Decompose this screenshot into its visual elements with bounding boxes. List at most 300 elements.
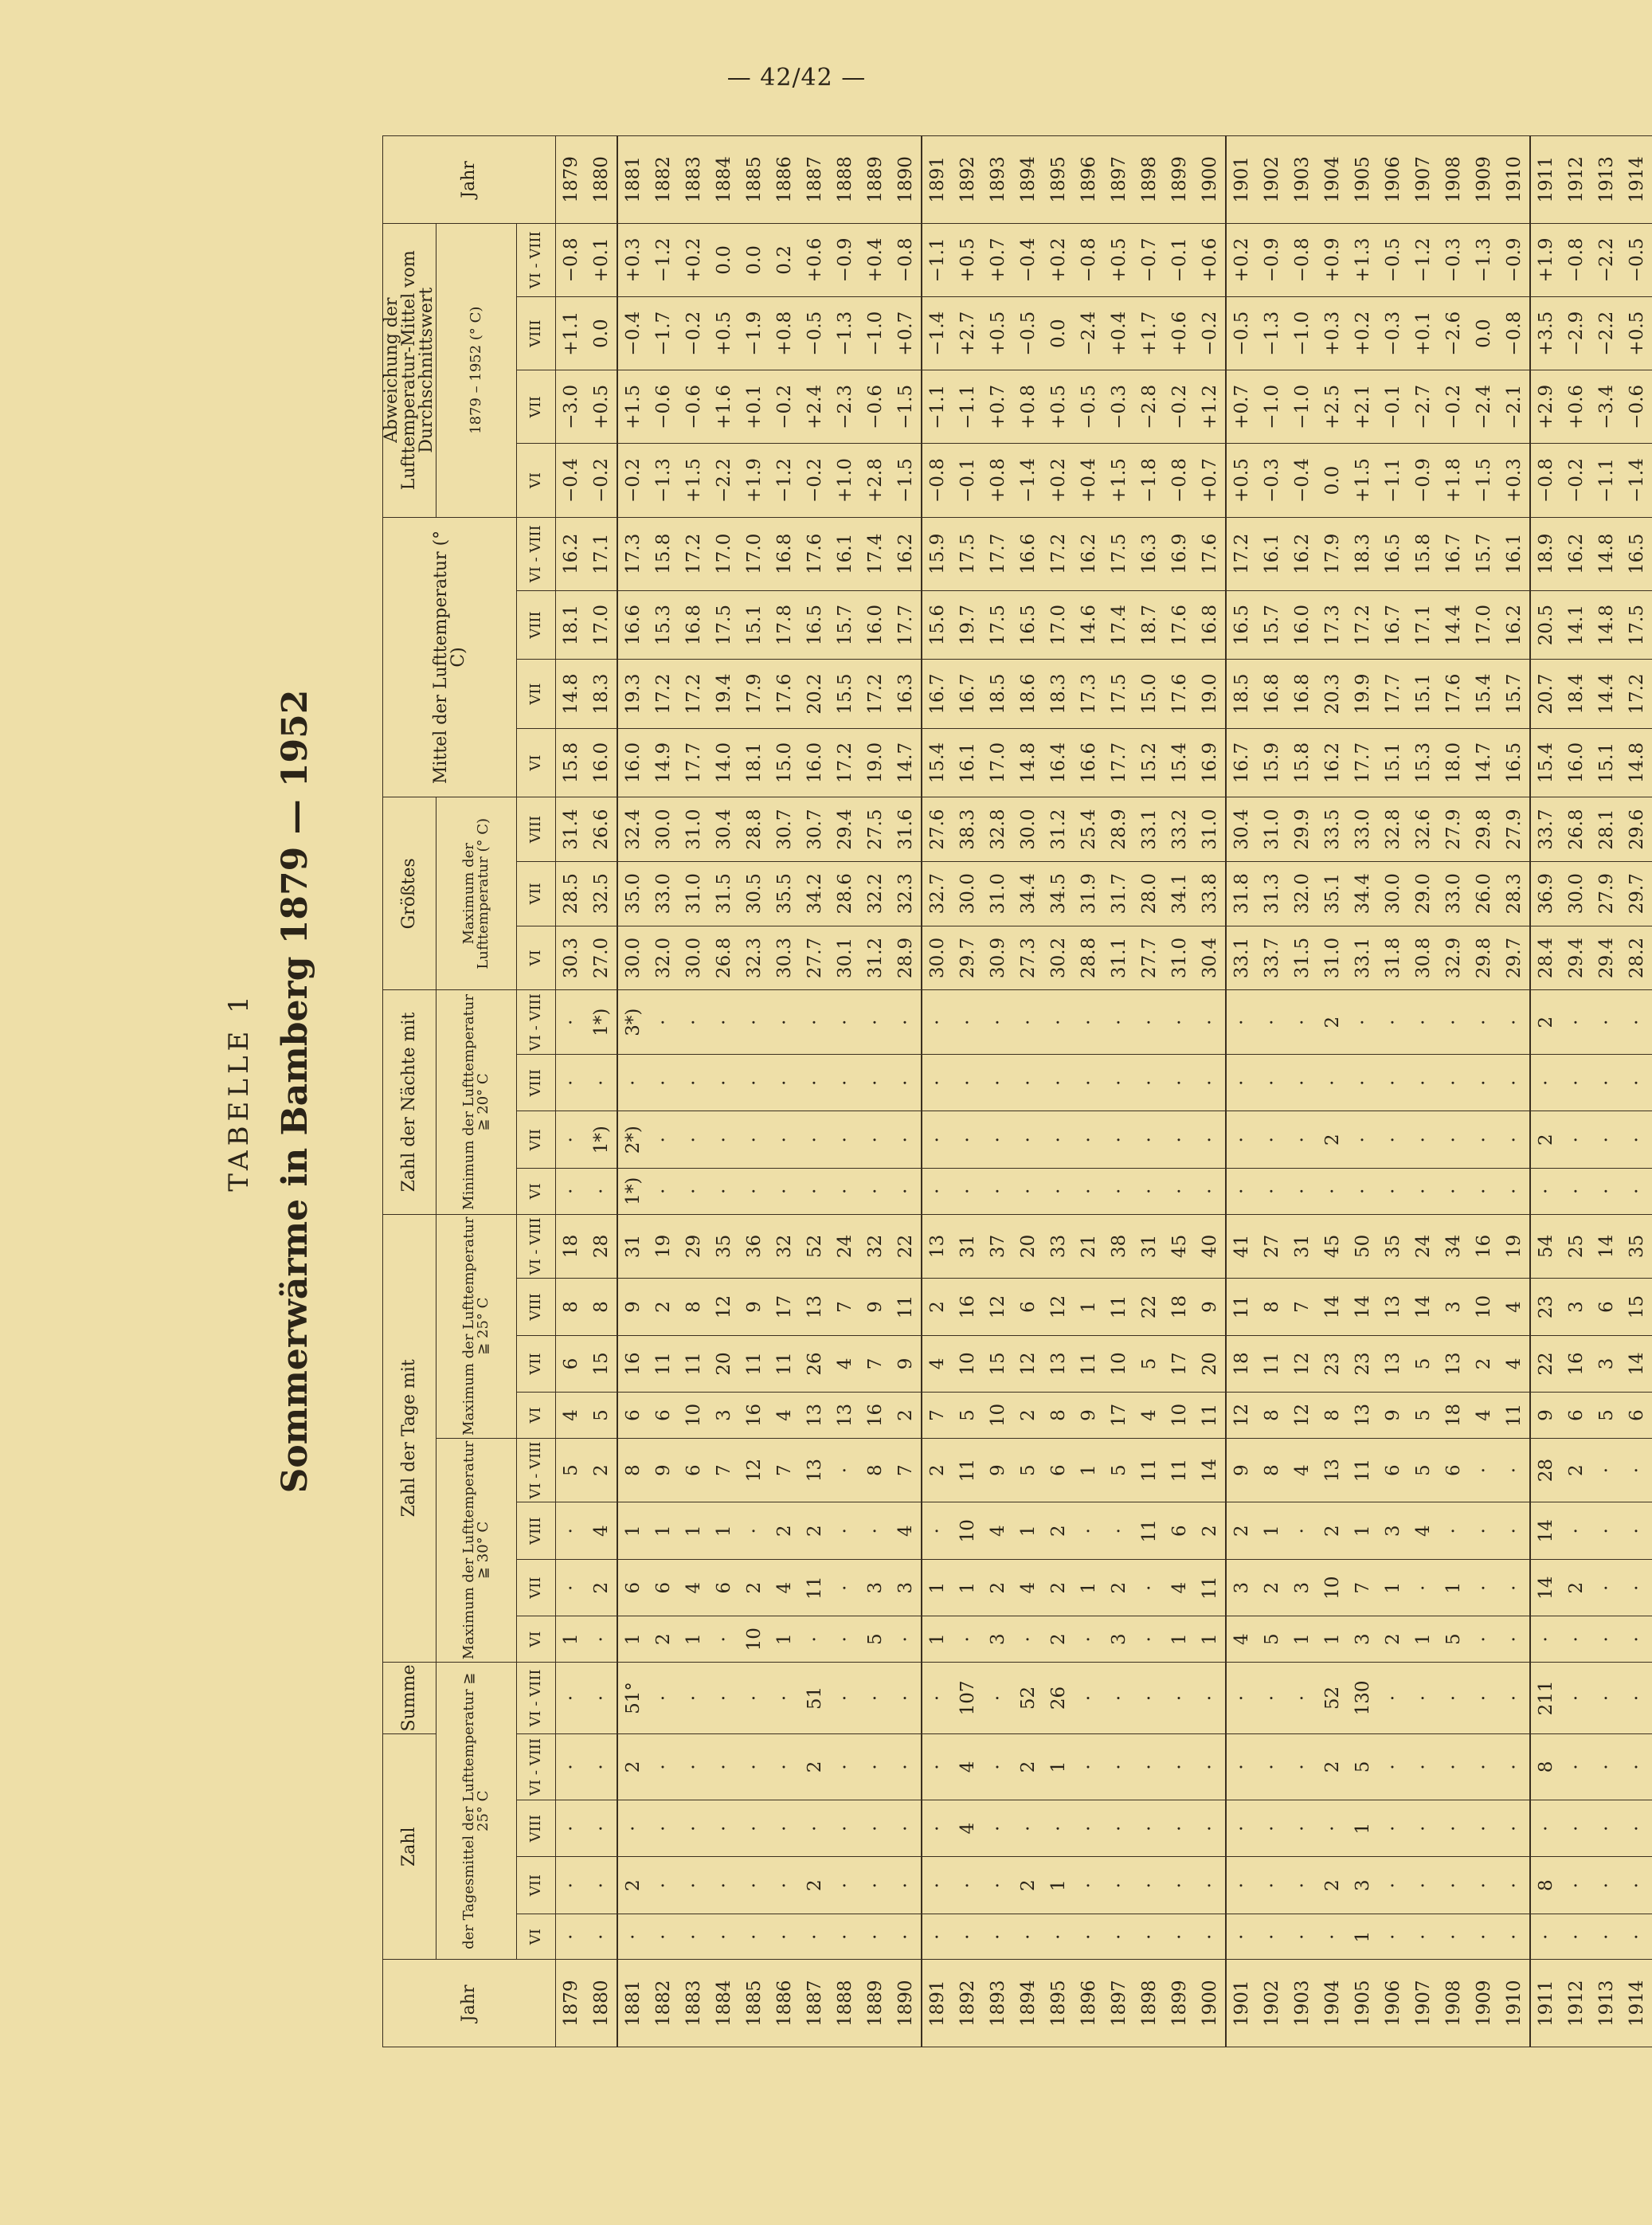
- table-row: [1074, 136, 1104, 2047]
- value-cell: +1.5: [679, 444, 709, 517]
- value-cell: −1.3: [648, 444, 679, 517]
- value-cell: −1.5: [891, 444, 922, 517]
- value-cell: 25: [1561, 1214, 1591, 1279]
- value-cell: 37: [983, 1214, 1013, 1279]
- value-cell: 7: [709, 1438, 739, 1502]
- value-cell: −0.6: [648, 370, 679, 444]
- value-cell: 1: [556, 1616, 587, 1663]
- value-cell: 16.7: [1439, 517, 1469, 590]
- col-zahl-sub: der Tagesmittel der Lufttemperatur ≧ 25° C: [436, 1663, 517, 1960]
- value-cell: ·: [1226, 990, 1257, 1055]
- value-cell: 0.0: [739, 223, 769, 296]
- value-cell: ·: [1074, 1733, 1104, 1800]
- year-cell: 1883: [679, 1960, 709, 2047]
- value-cell: 18.5: [1226, 660, 1257, 728]
- year-cell: 1885: [739, 1960, 769, 2047]
- value-cell: +1.5: [1348, 444, 1378, 517]
- value-cell: ·: [953, 1168, 983, 1214]
- value-cell: ·: [648, 1111, 679, 1168]
- value-cell: ·: [1622, 1663, 1652, 1734]
- value-cell: 27.0: [586, 926, 617, 990]
- value-cell: +0.8: [1013, 370, 1043, 444]
- value-cell: 4: [1226, 1616, 1257, 1663]
- value-cell: 14: [1408, 1279, 1439, 1335]
- value-cell: ·: [830, 1733, 860, 1800]
- value-cell: 2: [922, 1279, 953, 1335]
- year-cell-right: 1906: [1378, 136, 1408, 224]
- value-cell: 33.1: [1348, 926, 1378, 990]
- value-cell: ·: [1134, 1616, 1165, 1663]
- value-cell: +1.6: [709, 370, 739, 444]
- value-cell: 33: [1043, 1214, 1074, 1279]
- value-cell: 4: [769, 1393, 800, 1439]
- value-cell: ·: [830, 1438, 860, 1502]
- value-cell: 16.8: [769, 517, 800, 590]
- value-cell: 0.0: [1469, 297, 1499, 370]
- table-row: [648, 136, 679, 2047]
- value-cell: +0.6: [1195, 223, 1226, 296]
- value-cell: 8: [1530, 1857, 1561, 1914]
- year-cell-right: 1909: [1469, 136, 1499, 224]
- value-cell: 6: [648, 1393, 679, 1439]
- year-cell: 1914: [1622, 1960, 1652, 2047]
- table-row: [1408, 136, 1439, 2047]
- value-cell: 16.6: [1074, 728, 1104, 797]
- value-cell: 2: [1561, 1559, 1591, 1616]
- value-cell: 17.1: [586, 517, 617, 590]
- value-cell: 0.0: [586, 297, 617, 370]
- value-cell: 16: [860, 1393, 891, 1439]
- value-cell: ·: [679, 1111, 709, 1168]
- value-cell: 2: [1043, 1559, 1074, 1616]
- value-cell: 15.2: [1134, 728, 1165, 797]
- value-cell: +0.2: [679, 223, 709, 296]
- value-cell: ·: [1195, 1914, 1226, 1960]
- value-cell: −1.0: [1257, 370, 1287, 444]
- value-cell: ·: [1561, 1616, 1591, 1663]
- table-body: [556, 136, 1652, 2047]
- value-cell: ·: [922, 1914, 953, 1960]
- value-cell: 4: [1469, 1393, 1499, 1439]
- value-cell: 2: [1317, 990, 1348, 1055]
- year-cell-right: 1887: [800, 136, 830, 224]
- value-cell: −2.1: [1499, 370, 1530, 444]
- value-cell: ·: [1074, 1663, 1104, 1734]
- value-cell: ·: [830, 1502, 860, 1559]
- value-cell: 27.7: [800, 926, 830, 990]
- value-cell: 13: [1378, 1279, 1408, 1335]
- value-cell: 5: [1013, 1438, 1043, 1502]
- value-cell: 6: [1591, 1279, 1622, 1335]
- value-cell: 15.4: [1530, 728, 1561, 797]
- value-cell: 28: [586, 1214, 617, 1279]
- value-cell: 2: [1561, 1438, 1591, 1502]
- value-cell: ·: [1226, 1733, 1257, 1800]
- value-cell: 32.2: [860, 861, 891, 926]
- value-cell: ·: [556, 990, 587, 1055]
- value-cell: ·: [1165, 1800, 1195, 1856]
- value-cell: −0.4: [1287, 444, 1317, 517]
- value-cell: 14.7: [891, 728, 922, 797]
- value-cell: 30.9: [983, 926, 1013, 990]
- value-cell: ·: [1378, 990, 1408, 1055]
- value-cell: ·: [1226, 1055, 1257, 1111]
- year-cell: 1886: [769, 1960, 800, 2047]
- value-cell: 1: [679, 1502, 709, 1559]
- value-cell: −1.1: [1591, 444, 1622, 517]
- value-cell: 29.8: [1469, 797, 1499, 862]
- value-cell: −1.3: [830, 297, 860, 370]
- value-cell: 3: [891, 1559, 922, 1616]
- value-cell: 3: [860, 1559, 891, 1616]
- value-cell: ·: [1591, 1438, 1622, 1502]
- value-cell: 1: [769, 1616, 800, 1663]
- value-cell: −2.7: [1408, 370, 1439, 444]
- value-cell: ·: [1469, 1800, 1499, 1856]
- value-cell: ·: [709, 1111, 739, 1168]
- value-cell: 25.4: [1074, 797, 1104, 862]
- table-row: [1348, 136, 1378, 2047]
- value-cell: 19.7: [953, 590, 983, 659]
- value-cell: 11: [1195, 1393, 1226, 1439]
- value-cell: 8: [1317, 1393, 1348, 1439]
- value-cell: +0.6: [1165, 297, 1195, 370]
- value-cell: ·: [1561, 1055, 1591, 1111]
- value-cell: 19.4: [709, 660, 739, 728]
- value-cell: 18: [1165, 1279, 1195, 1335]
- value-cell: ·: [1348, 1055, 1378, 1111]
- value-cell: ·: [769, 1733, 800, 1800]
- value-cell: −1.9: [739, 297, 769, 370]
- value-cell: 16.6: [617, 590, 648, 659]
- value-cell: +1.3: [1348, 223, 1378, 296]
- value-cell: 14.6: [1074, 590, 1104, 659]
- col-mittel: Mittel der Lufttemperatur (° C): [383, 517, 517, 797]
- value-cell: 27.7: [1134, 926, 1165, 990]
- value-cell: 3: [1439, 1279, 1469, 1335]
- value-cell: −0.2: [1439, 370, 1469, 444]
- value-cell: 14.8: [556, 660, 587, 728]
- value-cell: 31.0: [983, 861, 1013, 926]
- value-cell: 2: [1013, 1393, 1043, 1439]
- value-cell: ·: [1469, 1663, 1499, 1734]
- value-cell: 16.0: [1287, 590, 1317, 659]
- value-cell: ·: [1013, 1168, 1043, 1214]
- value-cell: +0.7: [891, 297, 922, 370]
- table-heading: [183, 96, 382, 2087]
- value-cell: ·: [1226, 1914, 1257, 1960]
- value-cell: ·: [983, 1111, 1013, 1168]
- value-cell: 16.7: [1226, 728, 1257, 797]
- value-cell: 30.0: [617, 926, 648, 990]
- value-cell: 17.6: [1165, 660, 1195, 728]
- value-cell: 18.5: [983, 660, 1013, 728]
- value-cell: 16.1: [830, 517, 860, 590]
- value-cell: 22: [1134, 1279, 1165, 1335]
- value-cell: ·: [1043, 1168, 1074, 1214]
- value-cell: ·: [891, 1055, 922, 1111]
- year-cell: 1899: [1165, 1960, 1195, 2047]
- year-cell-right: 1914: [1622, 136, 1652, 224]
- value-cell: ·: [1530, 1168, 1561, 1214]
- value-cell: +0.1: [739, 370, 769, 444]
- value-cell: 11: [1134, 1438, 1165, 1502]
- value-cell: 6: [1165, 1502, 1195, 1559]
- col-jahr: Jahr: [383, 1960, 556, 2047]
- year-cell: 1901: [1226, 1960, 1257, 2047]
- value-cell: ·: [1499, 990, 1530, 1055]
- value-cell: ·: [1378, 1800, 1408, 1856]
- table-row: [1257, 136, 1287, 2047]
- value-cell: 30.4: [1226, 797, 1257, 862]
- value-cell: ·: [1378, 1857, 1408, 1914]
- value-cell: 16.5: [1226, 590, 1257, 659]
- value-cell: 30.3: [556, 926, 587, 990]
- value-cell: ·: [1561, 1733, 1591, 1800]
- value-cell: 15.5: [830, 660, 860, 728]
- value-cell: −0.2: [617, 444, 648, 517]
- table-row: [983, 136, 1013, 2047]
- value-cell: 31.5: [709, 861, 739, 926]
- value-cell: ·: [1469, 1857, 1499, 1914]
- value-cell: 27.9: [1499, 797, 1530, 862]
- value-cell: +0.7: [983, 223, 1013, 296]
- value-cell: 10: [983, 1393, 1013, 1439]
- value-cell: ·: [1165, 1168, 1195, 1214]
- value-cell: ·: [679, 990, 709, 1055]
- value-cell: ·: [1591, 1111, 1622, 1168]
- value-cell: 26.8: [709, 926, 739, 990]
- value-cell: 15.7: [830, 590, 860, 659]
- year-cell-right: 1886: [769, 136, 800, 224]
- value-cell: ·: [1257, 1733, 1287, 1800]
- value-cell: +0.4: [860, 223, 891, 296]
- value-cell: ·: [922, 990, 953, 1055]
- value-cell: ·: [1287, 1800, 1317, 1856]
- value-cell: 14.8: [1013, 728, 1043, 797]
- year-cell-right: 1900: [1195, 136, 1226, 224]
- value-cell: ·: [1195, 1800, 1226, 1856]
- value-cell: 35: [1378, 1214, 1408, 1279]
- value-cell: 23: [1530, 1279, 1561, 1335]
- value-cell: ·: [1469, 1914, 1499, 1960]
- value-cell: 2: [1317, 1111, 1348, 1168]
- value-cell: 34.5: [1043, 861, 1074, 926]
- value-cell: ·: [1439, 1663, 1469, 1734]
- year-cell-right: 1882: [648, 136, 679, 224]
- year-cell: 1894: [1013, 1960, 1043, 2047]
- value-cell: 28.5: [556, 861, 587, 926]
- value-cell: 2: [1043, 1502, 1074, 1559]
- value-cell: −3.4: [1591, 370, 1622, 444]
- value-cell: 13: [830, 1393, 860, 1439]
- value-cell: ·: [1195, 1857, 1226, 1914]
- value-cell: 16.4: [1043, 728, 1074, 797]
- col-naechte: Zahl der Nächte mit: [383, 990, 436, 1214]
- value-cell: ·: [1622, 1733, 1652, 1800]
- value-cell: 35: [1622, 1214, 1652, 1279]
- value-cell: 11: [1499, 1393, 1530, 1439]
- value-cell: 4: [1165, 1559, 1195, 1616]
- value-cell: +2.8: [860, 444, 891, 517]
- value-cell: 16.3: [891, 660, 922, 728]
- value-cell: 16.8: [1257, 660, 1287, 728]
- value-cell: ·: [648, 990, 679, 1055]
- value-cell: ·: [830, 1616, 860, 1663]
- value-cell: ·: [556, 1502, 587, 1559]
- value-cell: 17.6: [769, 660, 800, 728]
- value-cell: +0.6: [1561, 370, 1591, 444]
- value-cell: ·: [1408, 1733, 1439, 1800]
- year-cell-right: 1880: [586, 136, 617, 224]
- climate-table: [382, 135, 1652, 2047]
- value-cell: 11: [679, 1335, 709, 1392]
- value-cell: 6: [617, 1393, 648, 1439]
- value-cell: 30.0: [1561, 861, 1591, 926]
- table-row: [556, 136, 587, 2047]
- value-cell: 8: [1257, 1438, 1287, 1502]
- page-number: — 42/42 —: [726, 64, 867, 92]
- value-cell: 1: [1165, 1616, 1195, 1663]
- year-cell-right: 1910: [1499, 136, 1530, 224]
- value-cell: ·: [860, 1857, 891, 1914]
- value-cell: ·: [1561, 1111, 1591, 1168]
- value-cell: ·: [1408, 990, 1439, 1055]
- value-cell: 31.0: [1257, 797, 1287, 862]
- value-cell: 4: [1013, 1559, 1043, 1616]
- value-cell: ·: [1499, 1663, 1530, 1734]
- value-cell: ·: [648, 1663, 679, 1734]
- value-cell: −1.1: [922, 223, 953, 296]
- value-cell: 29.4: [1561, 926, 1591, 990]
- value-cell: ·: [830, 1800, 860, 1856]
- value-cell: ·: [1499, 1438, 1530, 1502]
- value-cell: 12: [1287, 1335, 1317, 1392]
- value-cell: 15.8: [648, 517, 679, 590]
- value-cell: 2: [1013, 1733, 1043, 1800]
- value-cell: 29.4: [830, 797, 860, 862]
- value-cell: 13: [1348, 1393, 1378, 1439]
- value-cell: 8: [1257, 1279, 1287, 1335]
- year-cell-right: 1912: [1561, 136, 1591, 224]
- month-viii: VIII: [517, 297, 556, 370]
- value-cell: 16.5: [1622, 517, 1652, 590]
- value-cell: ·: [1591, 1168, 1622, 1214]
- month-vii: VII: [517, 370, 556, 444]
- value-cell: +1.1: [556, 297, 587, 370]
- value-cell: 4: [769, 1559, 800, 1616]
- value-cell: ·: [1591, 990, 1622, 1055]
- value-cell: 2: [1104, 1559, 1134, 1616]
- value-cell: 9: [739, 1279, 769, 1335]
- value-cell: ·: [1074, 1502, 1104, 1559]
- value-cell: 14.9: [648, 728, 679, 797]
- value-cell: 17.5: [1104, 660, 1134, 728]
- value-cell: ·: [1469, 990, 1499, 1055]
- value-cell: ·: [739, 1914, 769, 1960]
- value-cell: −0.9: [830, 223, 860, 296]
- value-cell: 35.1: [1317, 861, 1348, 926]
- value-cell: 15.4: [1469, 660, 1499, 728]
- value-cell: ·: [1530, 1055, 1561, 1111]
- year-cell: 1892: [953, 1960, 983, 2047]
- value-cell: −0.5: [1074, 370, 1104, 444]
- value-cell: ·: [1257, 1800, 1287, 1856]
- value-cell: ·: [1226, 1168, 1257, 1214]
- value-cell: 12: [983, 1279, 1013, 1335]
- value-cell: ·: [1013, 1800, 1043, 1856]
- value-cell: −1.4: [1622, 444, 1652, 517]
- value-cell: 11: [800, 1559, 830, 1616]
- year-cell-right: 1903: [1287, 136, 1317, 224]
- value-cell: ·: [1134, 1055, 1165, 1111]
- value-cell: 7: [860, 1335, 891, 1392]
- col-groesstes: Größtes: [383, 797, 436, 990]
- value-cell: ·: [1104, 1663, 1134, 1734]
- value-cell: +0.5: [1104, 223, 1134, 296]
- year-cell-right: 1893: [983, 136, 1013, 224]
- value-cell: −0.1: [1378, 370, 1408, 444]
- value-cell: 29.9: [1287, 797, 1317, 862]
- value-cell: ·: [1469, 1438, 1499, 1502]
- value-cell: ·: [1134, 990, 1165, 1055]
- value-cell: 34.1: [1165, 861, 1195, 926]
- value-cell: 6: [1013, 1279, 1043, 1335]
- value-cell: ·: [1013, 1616, 1043, 1663]
- value-cell: ·: [1257, 1111, 1287, 1168]
- value-cell: 1: [648, 1502, 679, 1559]
- year-cell: 1896: [1074, 1960, 1104, 2047]
- col-abweichung-sub: 1879 – 1952 (° C): [436, 223, 517, 517]
- value-cell: ·: [800, 1914, 830, 1960]
- value-cell: −1.5: [891, 370, 922, 444]
- value-cell: 16.0: [860, 590, 891, 659]
- value-cell: 4: [679, 1559, 709, 1616]
- value-cell: 11: [769, 1335, 800, 1392]
- month-vii: VII: [517, 1857, 556, 1914]
- value-cell: −2.6: [1439, 297, 1469, 370]
- value-cell: 1: [1317, 1616, 1348, 1663]
- value-cell: −0.2: [586, 444, 617, 517]
- year-cell-right: 1896: [1074, 136, 1104, 224]
- value-cell: ·: [1104, 1733, 1134, 1800]
- table-row: [1317, 136, 1348, 2047]
- value-cell: ·: [648, 1857, 679, 1914]
- table-row: [1165, 136, 1195, 2047]
- value-cell: 10: [1104, 1335, 1134, 1392]
- value-cell: ·: [1439, 1914, 1469, 1960]
- value-cell: ·: [891, 1616, 922, 1663]
- value-cell: −0.5: [1013, 297, 1043, 370]
- value-cell: −0.8: [922, 444, 953, 517]
- value-cell: ·: [586, 1914, 617, 1960]
- value-cell: ·: [1257, 1168, 1287, 1214]
- value-cell: ·: [1104, 990, 1134, 1055]
- value-cell: 15.1: [1408, 660, 1439, 728]
- value-cell: +0.4: [1074, 444, 1104, 517]
- value-cell: 3*): [617, 990, 648, 1055]
- month-vii: VII: [517, 1559, 556, 1616]
- year-cell-right: 1904: [1317, 136, 1348, 224]
- value-cell: 34.4: [1013, 861, 1043, 926]
- value-cell: −0.8: [1530, 444, 1561, 517]
- value-cell: 28.8: [739, 797, 769, 862]
- value-cell: 2: [1378, 1616, 1408, 1663]
- value-cell: ·: [983, 1857, 1013, 1914]
- value-cell: −2.2: [1591, 297, 1622, 370]
- value-cell: ·: [1439, 1111, 1469, 1168]
- value-cell: 4: [1499, 1335, 1530, 1392]
